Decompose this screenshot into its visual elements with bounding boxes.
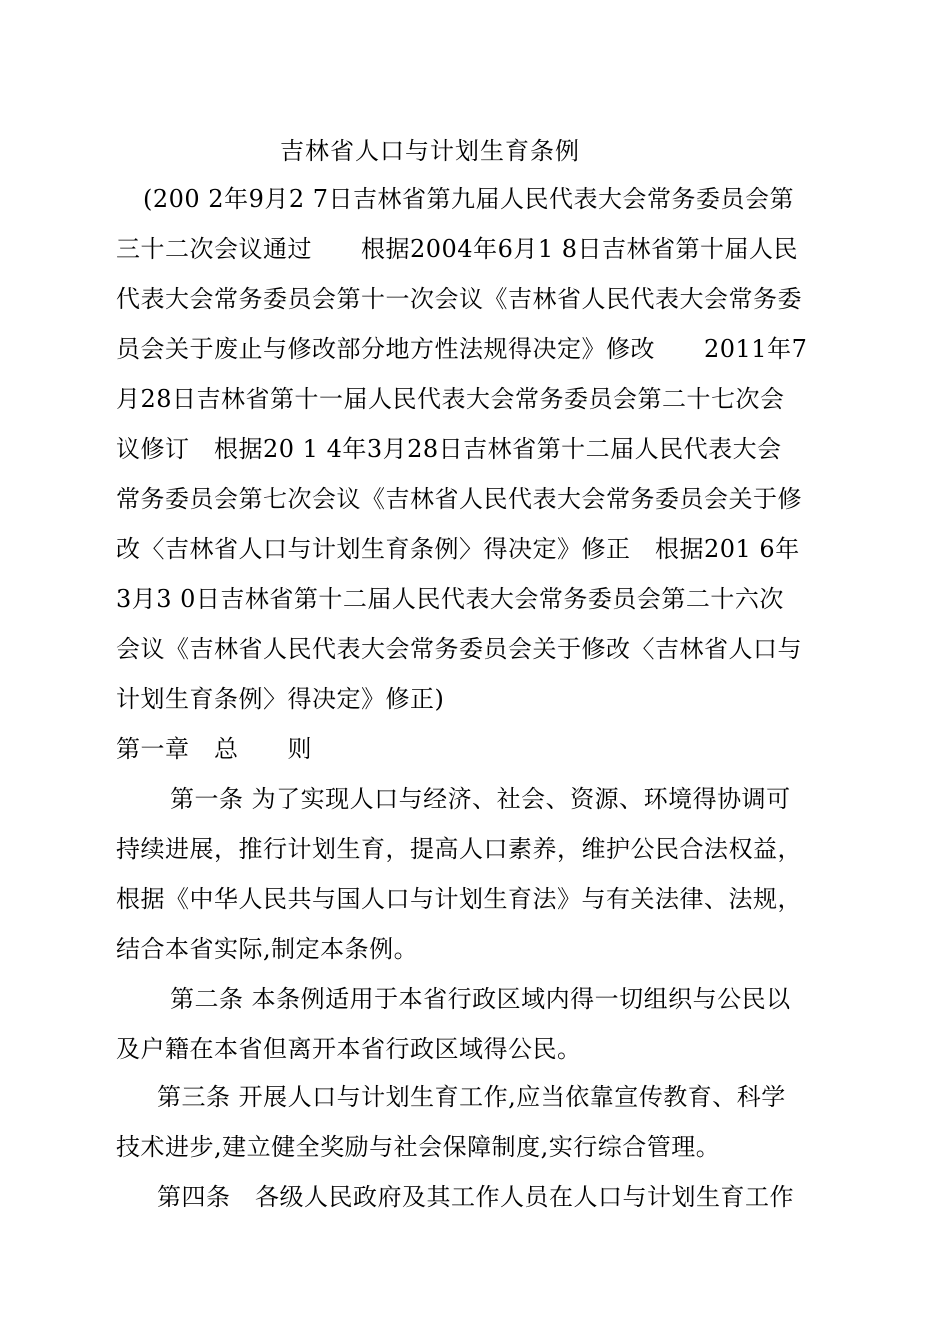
- preamble-line: 代表大会常务委员会第十一次会议《吉林省人民代表大会常务委: [116, 285, 802, 313]
- article-line: 第二条 本条例适用于本省行政区域内得一切组织与公民以: [170, 985, 791, 1013]
- preamble-line: 常务委员会第七次会议《吉林省人民代表大会常务委员会关于修: [116, 485, 802, 513]
- article-line: 第四条 各级人民政府及其工作人员在人口与计划生育工作: [157, 1183, 794, 1211]
- preamble-line: 计划生育条例〉得决定》修正): [116, 685, 445, 713]
- preamble-line: 改〈吉林省人口与计划生育条例〉得决定》修正 根据201 6年: [116, 535, 800, 563]
- preamble-line: 议修订 根据20 1 4年3月28日吉林省第十二届人民代表大会: [116, 435, 782, 463]
- article-line: 第一条 为了实现人口与经济、社会、资源、环境得协调可: [170, 785, 791, 813]
- preamble-line: 会议《吉林省人民代表大会常务委员会关于修改〈吉林省人口与: [116, 635, 802, 663]
- article-line: 第三条 开展人口与计划生育工作,应当依靠宣传教育、科学: [157, 1083, 786, 1111]
- article-line: 及户籍在本省但离开本省行政区域得公民。: [116, 1035, 582, 1063]
- preamble-line: 3月3 0日吉林省第十二届人民代表大会常务委员会第二十六次: [116, 585, 784, 613]
- article-line: 根据《中华人民共与国人口与计划生育法》与有关法律、法规，: [116, 885, 802, 913]
- preamble-line: 三十二次会议通过 根据2004年6月1 8日吉林省第十届人民: [116, 235, 799, 263]
- preamble-line: 员会关于废止与修改部分地方性法规得决定》修改 2011年7: [116, 335, 808, 363]
- document-title: 吉林省人口与计划生育条例: [280, 137, 580, 165]
- article-line: 结合本省实际,制定本条例。: [116, 935, 419, 963]
- preamble-line: 月28日吉林省第十一届人民代表大会常务委员会第二十七次会: [116, 385, 785, 413]
- preamble-line: (200 2年9月2 7日吉林省第九届人民代表大会常务委员会第: [143, 185, 795, 213]
- article-line: 持续进展，推行计划生育，提高人口素养，维护公民合法权益，: [116, 835, 802, 863]
- article-line: 技术进步,建立健全奖励与社会保障制度,实行综合管理。: [116, 1133, 721, 1161]
- chapter-heading: 第一章 总 则: [116, 735, 312, 763]
